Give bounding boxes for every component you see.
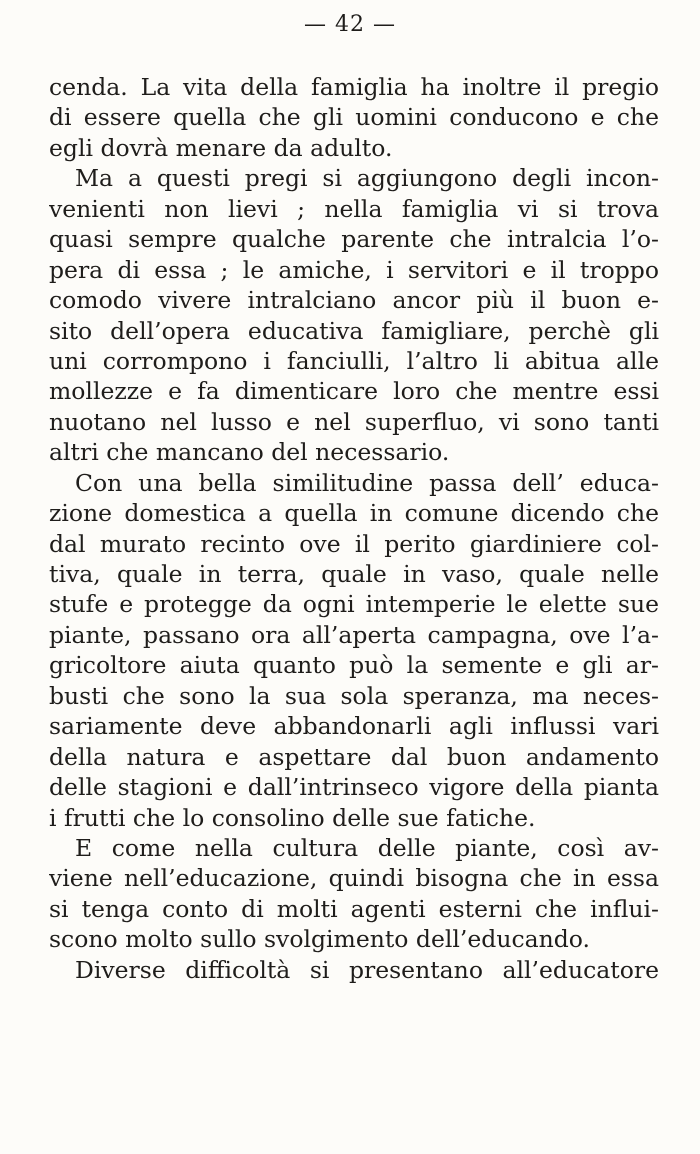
text-line: di essere quella che gli uomini conducono e che — [49, 103, 659, 132]
paragraph-first-line: Ma a questi pregi si aggiungono degli incon- — [75, 164, 659, 193]
text-line: comodo vivere intralciano ancor più il buon e- — [49, 286, 659, 315]
text-line: dal murato recinto ove il perito giardiniere col- — [49, 529, 659, 558]
text-line: si tenga conto di molti agenti esterni che influi- — [49, 894, 659, 923]
text-line: quasi sempre qualche parente che intralcia l’o- — [49, 225, 659, 254]
text-line: della natura e aspettare dal buon andamento — [49, 742, 659, 771]
text-line: altri che mancano del necessario. — [49, 438, 450, 467]
text-line: nuotano nel lusso e nel superfluo, vi sono tanti — [49, 407, 659, 436]
text-line: viene nell’educazione, quindi bisogna che in essa — [49, 864, 659, 893]
text-line: tiva, quale in terra, quale in vaso, quale nelle — [49, 560, 659, 588]
text-line: scono molto sullo svolgimento dell’educando. — [49, 925, 591, 954]
page-number: — 42 — — [304, 12, 396, 37]
text-line: egli dovrà menare da adulto. — [49, 133, 393, 162]
text-line: i frutti che lo consolino delle sue fatiche. — [49, 803, 536, 832]
text-body — [49, 72, 659, 985]
text-line: piante, passano ora all’aperta campagna, ove l’a- — [49, 620, 659, 649]
paragraph-first-line: Diverse difficoltà si presentano all’educatore — [75, 955, 659, 984]
paragraph-first-line: E come nella cultura delle piante, così av- — [75, 833, 659, 862]
text-line: pera di essa ; le amiche, i servitori e il troppo — [49, 255, 659, 284]
text-line: mollezze e fa dimenticare loro che mentre essi — [49, 377, 659, 406]
text-line: uni corrompono i fanciulli, l’altro li abitua alle — [49, 346, 659, 375]
text-line: sariamente deve abbandonarli agli influssi vari — [49, 712, 659, 741]
text-line: sito dell’opera educativa famigliare, perchè gli — [49, 316, 659, 345]
text-line: delle stagioni e dall’intrinseco vigore della pianta — [49, 773, 659, 802]
paragraph-first-line: Con una bella similitudine passa dell’ educa- — [75, 468, 659, 497]
text-line: zione domestica a quella in comune dicendo che — [49, 499, 659, 528]
text-line: stufe e protegge da ogni intemperie le elette sue — [49, 590, 659, 619]
text-line: cenda. La vita della famiglia ha inoltre il pregio — [49, 73, 659, 101]
text-line: gricoltore aiuta quanto può la semente e gli ar- — [49, 651, 659, 680]
text-line: venienti non lievi ; nella famiglia vi si trova — [49, 194, 659, 223]
text-line: busti che sono la sua sola speranza, ma neces- — [49, 681, 659, 710]
